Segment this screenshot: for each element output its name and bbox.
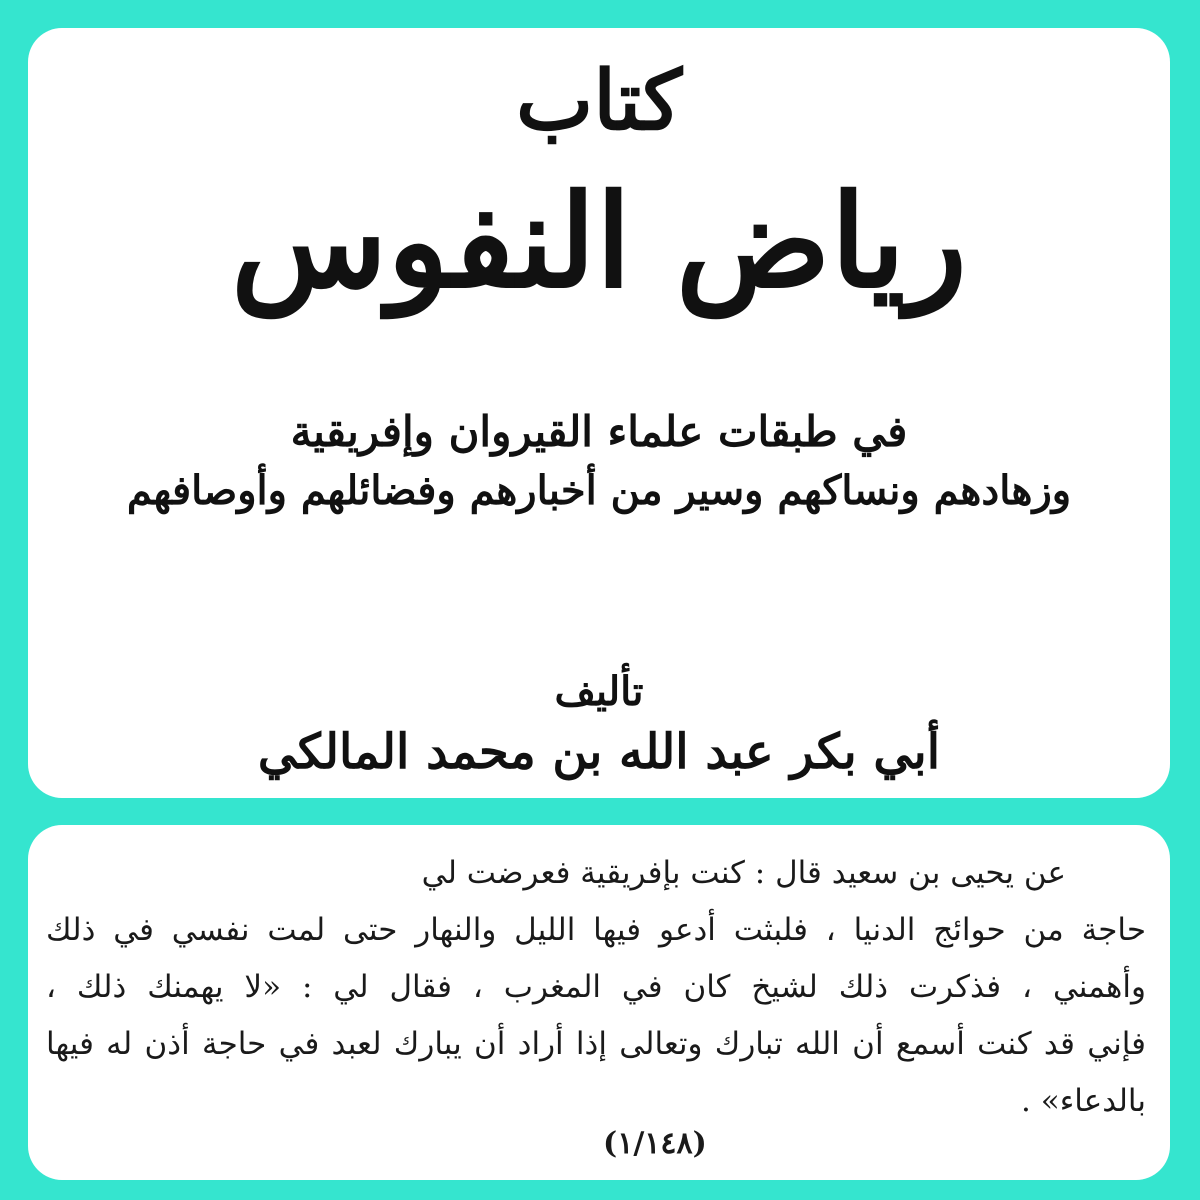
book-subtitle-line-1: في طبقات علماء القيروان وإفريقية: [290, 407, 908, 456]
citation-reference: (١/١٤٨): [603, 1126, 707, 1161]
excerpt-text: [46, 845, 1146, 1130]
excerpt-line: بالدعاء» .: [1021, 1083, 1146, 1119]
book-cover-card: [28, 28, 1170, 798]
cover-kitab-word: كتاب: [516, 53, 682, 149]
excerpt-line: حاجة من حوائج الدنيا ، فلبثت أدعو فيها الليل والنهار حتى لمت نفسي في ذلك: [46, 912, 1146, 948]
excerpt-card: [28, 825, 1170, 1180]
excerpt-line: وأهمني ، فذكرت ذلك لشيخ كان في المغرب ، فقال لي : «لا يهمنك ذلك ،: [46, 969, 1146, 1005]
excerpt-line: فإني قد كنت أسمع أن الله تبارك وتعالى إذا أراد أن يبارك لعبد في حاجة أذن له فيها: [46, 1026, 1146, 1062]
authorship-label: تأليف: [554, 668, 644, 715]
book-subtitle-line-2: وزهادهم ونساكهم وسير من أخبارهم وفضائلهم وأوصافهم: [126, 467, 1072, 514]
author-name: أبي بكر عبد الله بن محمد المالكي: [257, 724, 941, 780]
book-title: رياض النفوس: [230, 167, 968, 317]
excerpt-line: عن يحيى بن سعيد قال : كنت بإفريقية فعرضت لي: [421, 855, 1066, 891]
